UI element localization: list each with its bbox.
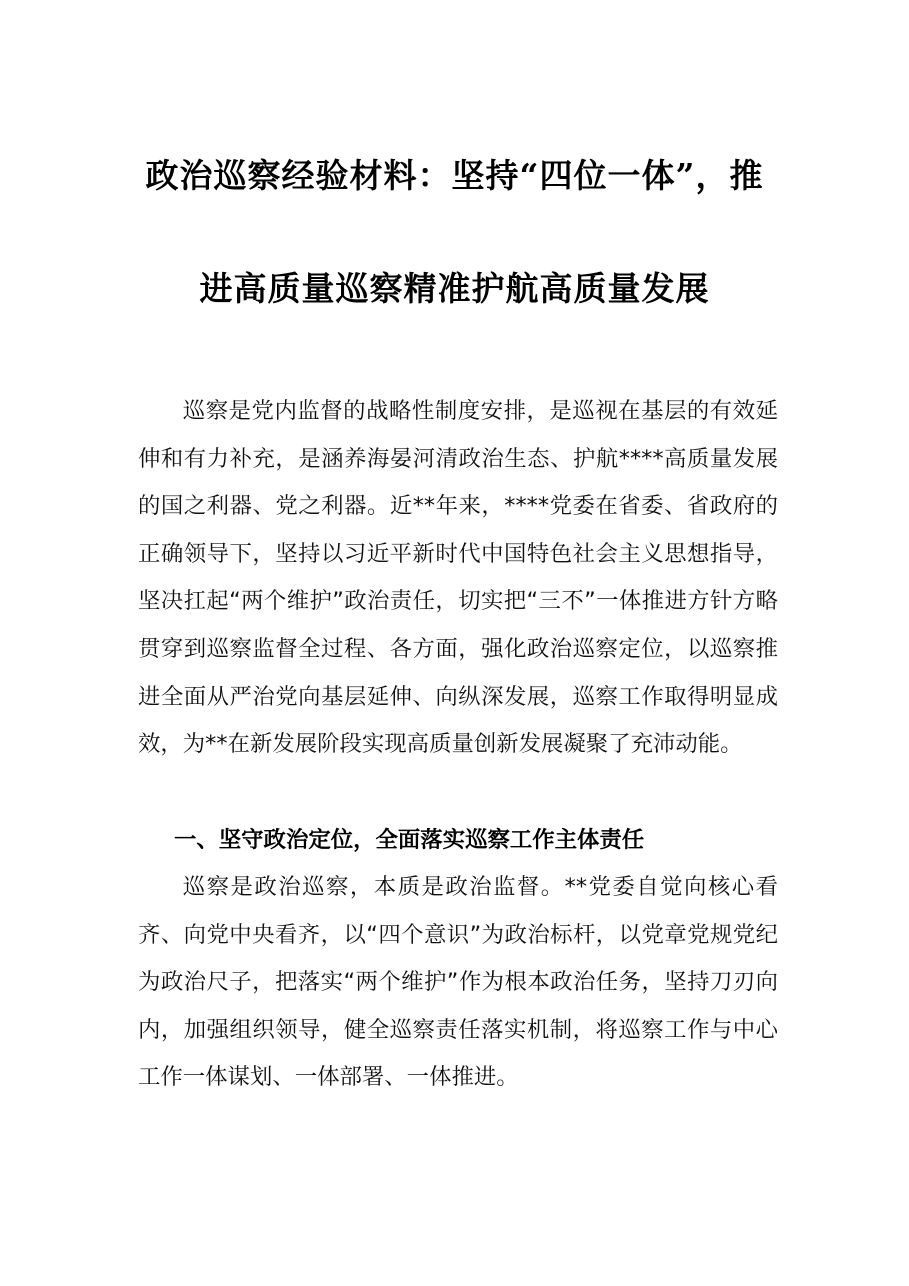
body-paragraph-2: 巡察是政治巡察，本质是政治监督。**党委自觉向核心看齐、向党中央看齐，以“四个意识”为政治标杆，以党章党规党纪为政治尺子，把落实“两个维护”作为根本政治任务，坚持刀刃向内，加强组织领导，健全巡察责任落实机制，将巡察工作与中心工作一体谋划、一体部署、一体推进。: [138, 874, 778, 1091]
document-title-line-2: 进高质量巡察精准护航高质量发展: [199, 269, 710, 308]
section-heading-1: 一、坚守政治定位，全面落实巡察工作主体责任: [174, 827, 645, 853]
body-paragraph-1: 巡察是党内监督的战略性制度安排，是巡视在基层的有效延伸和有力补充，是涵养海晏河清政治生态、护航****高质量发展的国之利器、党之利器。近**年来，****党委在省委、省政府的正确领导下，坚持以习近平新时代中国特色社会主义思想指导，坚决扛起“两个维护”政治责任，切实把“三不”一体推进方针方略贯穿到巡察监督全过程、各方面，强化政治巡察定位，以巡察推进全面从严治党向基层延伸、向纵深发展，巡察工作取得明显成效，为**在新发展阶段实现高质量创新发展凝聚了充沛动能。: [138, 398, 778, 758]
document-title-line-1: 政治巡察经验材料：坚持“四位一体”，推: [145, 156, 764, 195]
